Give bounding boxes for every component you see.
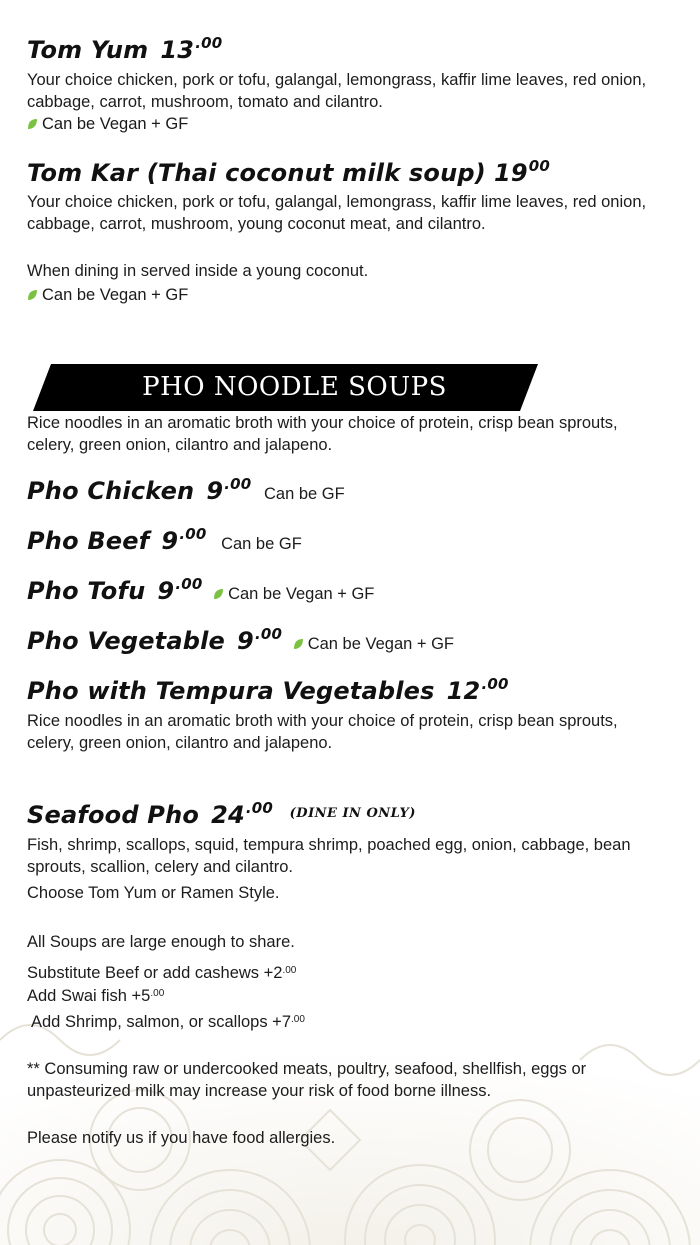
substitution-beef-cashews: Substitute Beef or add cashews $+2^{.00}$ — [27, 964, 297, 982]
item-note-tom-kar: When dining in served inside a young coconut. — [27, 262, 369, 280]
item-name: Pho Beef — [27, 527, 150, 555]
decorative-pattern-background — [0, 1000, 700, 1245]
item-note-seafood-pho: Choose Tom Yum or Ramen Style. — [27, 884, 280, 902]
item-price: $12^{.00}$ — [446, 675, 509, 705]
item-price: $13^{.00}$ — [160, 34, 223, 64]
item-note: Can be GF — [221, 535, 302, 553]
item-note: Can be GF — [264, 485, 345, 503]
item-name: Tom Kar (Thai coconut milk soup) — [27, 159, 486, 187]
item-name: Pho Chicken — [27, 477, 195, 505]
allergy-notice: Please notify us if you have food allergies. — [27, 1129, 336, 1147]
item-title-pho-tempura — [27, 675, 509, 705]
item-title-seafood-pho — [27, 799, 416, 829]
item-note: Can be Vegan + GF — [293, 635, 454, 653]
leaf-icon — [27, 118, 38, 130]
vegan-note-tom-yum: Can be Vegan + GF — [27, 115, 188, 134]
food-safety-warning: ** Consuming raw or undercooked meats, poultry, seafood, shellfish, eggs or unpasteurized milk may increase your risk of food borne illness. — [27, 1060, 587, 1100]
item-note: Can be Vegan + GF — [213, 585, 374, 603]
substitution-shrimp-salmon-scallops: Add Shrimp, salmon, or scallops $+7^{.00}$ — [31, 1013, 305, 1031]
item-title-tom-kar — [27, 157, 550, 187]
item-price: $9^{.00}$ — [237, 625, 283, 655]
leaf-icon — [213, 588, 224, 600]
item-title-tom-yum — [27, 34, 222, 64]
item-price: $9^{.00}$ — [161, 525, 207, 555]
item-title-pho-beef — [27, 525, 302, 555]
leaf-icon — [293, 638, 304, 650]
share-note: All Soups are large enough to share. — [27, 933, 295, 951]
substitution-swai-fish: Add Swai fish $+5^{.00}$ — [27, 987, 165, 1005]
item-price: $24^{.00}$ — [211, 799, 274, 829]
item-name: Pho with Tempura Vegetables — [27, 677, 435, 705]
item-title-pho-tofu — [27, 575, 374, 605]
vegan-note-tom-kar: Can be Vegan + GF — [27, 286, 188, 305]
item-name: Seafood Pho — [27, 801, 200, 829]
item-price: $9^{.00}$ — [206, 475, 252, 505]
item-title-pho-vegetable — [27, 625, 454, 655]
item-description-pho-tempura: Rice noodles in an aromatic broth with your choice of protein, crisp bean sprouts, celery, green onion, cilantro and jalapeno. — [27, 712, 618, 752]
item-description-seafood-pho: Fish, shrimp, scallops, squid, tempura shrimp, poached egg, onion, cabbage, bean sprouts, scallion, celery and cilantro. — [27, 836, 631, 876]
item-price: $19^{00}$ — [493, 157, 551, 187]
item-name: Pho Tofu — [27, 577, 146, 605]
item-price: $9^{.00}$ — [157, 575, 203, 605]
leaf-icon — [27, 289, 38, 301]
section-intro-pho: Rice noodles in an aromatic broth with your choice of protein, crisp bean sprouts, celery, green onion, cilantro and jalapeno. — [27, 414, 618, 454]
item-description-tom-yum: Your choice chicken, pork or tofu, galangal, lemongrass, kaffir lime leaves, red onion, cabbage, carrot, mushroom, tomato and cilantro. — [27, 71, 647, 111]
item-name: Pho Vegetable — [27, 627, 226, 655]
item-name: Tom Yum — [27, 36, 149, 64]
section-banner-pho — [33, 364, 538, 411]
item-title-pho-chicken — [27, 475, 345, 505]
dine-in-only-note: (DINE IN ONLY) — [289, 806, 416, 821]
item-description-tom-kar: Your choice chicken, pork or tofu, galangal, lemongrass, kaffir lime leaves, red onion, cabbage, carrot, mushroom, young coconut meat, and cilantro. — [27, 193, 647, 233]
section-heading: PHO NOODLE SOUPS — [142, 372, 447, 402]
